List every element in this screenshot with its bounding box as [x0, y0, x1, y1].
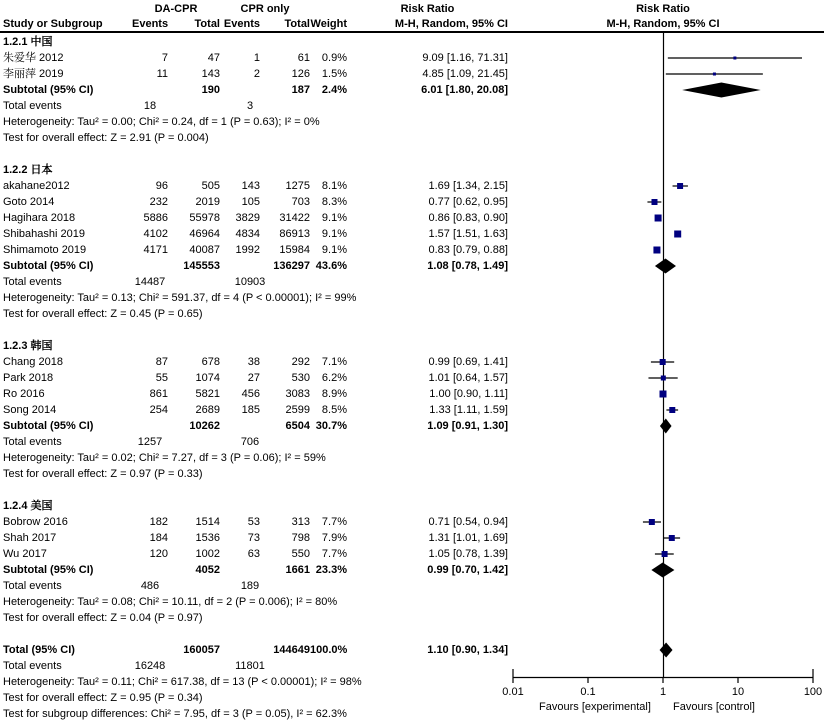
weight-value: 7.7%: [321, 548, 347, 560]
study-label: Total events: [3, 660, 62, 672]
total-cpronly-value: 550: [291, 548, 310, 560]
events-cpronly-value: 189: [240, 580, 260, 592]
ci-value: 0.99 [0.69, 1.41]: [428, 356, 508, 368]
study-label: 李丽萍 2019: [3, 68, 64, 80]
weight-value: 9.1%: [321, 228, 347, 240]
total-dacpr-value: 678: [201, 356, 220, 368]
study-label: Subtotal (95% CI): [3, 260, 94, 272]
column-header-total-dacpr: Total: [194, 18, 220, 30]
weight-value: 1.5%: [321, 68, 347, 80]
effect-square: [713, 73, 716, 76]
weight-value: 7.1%: [321, 356, 347, 368]
note-text: Test for overall effect: Z = 0.45 (P = 0.65): [3, 308, 203, 320]
column-group-dacpr: DA-CPR: [154, 3, 198, 15]
subgroup-label: 1.2.3 韩国: [3, 340, 53, 352]
events-cpronly-value: 73: [247, 532, 260, 544]
study-label: Hagihara 2018: [3, 212, 76, 224]
events-dacpr-value: 96: [155, 180, 168, 192]
events-cpronly-value: 2: [253, 68, 260, 80]
weight-value: 7.9%: [321, 532, 347, 544]
effect-square: [651, 199, 657, 205]
total-dacpr-value: 505: [201, 180, 220, 192]
events-dacpr-value: 254: [149, 404, 168, 416]
weight-value: 6.2%: [321, 372, 347, 384]
events-dacpr-value: 120: [149, 548, 168, 560]
events-dacpr-value: 7: [161, 52, 168, 64]
total-cpronly-value: 31422: [279, 212, 310, 224]
events-dacpr-value: 486: [140, 580, 160, 592]
note-text: Test for overall effect: Z = 0.95 (P = 0.34): [3, 692, 203, 704]
events-dacpr-value: 4102: [143, 228, 168, 240]
weight-value: 9.1%: [321, 244, 347, 256]
events-cpronly-value: 706: [240, 436, 260, 448]
weight-value: 8.1%: [321, 180, 347, 192]
effect-square: [649, 519, 655, 525]
ci-value: 1.01 [0.64, 1.57]: [428, 372, 508, 384]
column-header-ci-graph: M-H, Random, 95% CI: [606, 18, 720, 30]
note-text: Test for subgroup differences: Chi² = 7.95, df = 3 (P = 0.05), I² = 62.3%: [3, 708, 347, 720]
total-dacpr-value: 10262: [189, 420, 220, 432]
effect-square: [655, 215, 662, 222]
weight-value: 2.4%: [321, 84, 347, 96]
subgroup-label: 1.2.1 中国: [3, 36, 53, 48]
subgroup-label: 1.2.2 日本: [3, 164, 53, 176]
weight-value: 9.1%: [321, 212, 347, 224]
column-header-events-dacpr: Events: [132, 18, 169, 30]
total-dacpr-value: 46964: [189, 228, 220, 240]
ci-value: 0.77 [0.62, 0.95]: [428, 196, 508, 208]
note-text: Heterogeneity: Tau² = 0.00; Chi² = 0.24, df = 1 (P = 0.63); I² = 0%: [3, 116, 320, 128]
total-cpronly-value: 61: [297, 52, 310, 64]
axis-tick-label: 1: [659, 686, 667, 698]
study-label: Shah 2017: [3, 532, 57, 544]
effect-square: [653, 247, 660, 254]
risk-ratio-header-text: Risk Ratio: [400, 3, 455, 15]
events-dacpr-value: 55: [155, 372, 168, 384]
total-cpronly-value: 144649: [273, 644, 310, 656]
effect-square: [669, 535, 675, 541]
events-dacpr-value: 11: [156, 68, 168, 80]
study-label: 朱爱华 2012: [3, 52, 64, 64]
column-header-weight: Weight: [310, 18, 347, 30]
events-dacpr-value: 14487: [134, 276, 166, 288]
study-label: Total events: [3, 580, 62, 592]
note-text: Heterogeneity: Tau² = 0.02; Chi² = 7.27, df = 3 (P = 0.06); I² = 59%: [3, 452, 326, 464]
total-cpronly-value: 126: [291, 68, 310, 80]
total-cpronly-value: 1275: [285, 180, 310, 192]
study-label: Total events: [3, 276, 62, 288]
events-dacpr-value: 16248: [134, 660, 166, 672]
ci-value: 6.01 [1.80, 20.08]: [421, 84, 508, 96]
column-group-cpr-only: CPR only: [240, 3, 290, 15]
events-dacpr-value: 18: [143, 100, 157, 112]
total-dacpr-value: 47: [207, 52, 220, 64]
events-cpronly-value: 38: [247, 356, 260, 368]
events-cpronly-value: 456: [241, 388, 260, 400]
events-cpronly-value: 53: [247, 516, 260, 528]
study-label: Shimamoto 2019: [3, 244, 87, 256]
ci-value: 4.85 [1.09, 21.45]: [422, 68, 508, 80]
events-cpronly-value: 4834: [235, 228, 260, 240]
ci-value: 1.33 [1.11, 1.59]: [429, 404, 508, 416]
weight-value: 23.3%: [315, 564, 347, 576]
risk-ratio-header-graph: Risk Ratio: [636, 3, 690, 15]
effect-square: [674, 231, 681, 238]
total-dacpr-value: 1002: [195, 548, 220, 560]
axis-tick-label: 100: [803, 686, 823, 698]
ci-value: 9.09 [1.16, 71.31]: [422, 52, 508, 64]
weight-value: 8.5%: [321, 404, 347, 416]
events-dacpr-value: 182: [149, 516, 168, 528]
axis-tick-label: 0.1: [580, 686, 596, 698]
column-header-total-cpronly: Total: [284, 18, 310, 30]
total-dacpr-value: 145553: [183, 260, 220, 272]
pooled-diamond: [682, 83, 761, 98]
study-label: Chang 2018: [3, 356, 63, 368]
ci-value: 1.69 [1.34, 2.15]: [428, 180, 508, 192]
ci-value: 1.10 [0.90, 1.34]: [427, 644, 508, 656]
effect-square: [660, 391, 667, 398]
events-cpronly-value: 105: [241, 196, 260, 208]
ci-value: 0.86 [0.83, 0.90]: [428, 212, 508, 224]
pooled-diamond: [655, 259, 676, 274]
effect-square: [733, 57, 736, 60]
effect-square: [660, 359, 666, 365]
study-label: Goto 2014: [3, 196, 55, 208]
study-label: Park 2018: [3, 372, 54, 384]
ci-value: 1.57 [1.51, 1.63]: [428, 228, 508, 240]
pooled-diamond: [660, 643, 673, 658]
events-cpronly-value: 63: [247, 548, 260, 560]
study-label: Total (95% CI): [3, 644, 75, 656]
total-cpronly-value: 703: [291, 196, 310, 208]
total-dacpr-value: 1536: [195, 532, 220, 544]
events-cpronly-value: 1: [253, 52, 260, 64]
total-cpronly-value: 136297: [273, 260, 310, 272]
study-label: Bobrow 2016: [3, 516, 68, 528]
study-label: Subtotal (95% CI): [3, 564, 94, 576]
ci-value: 0.71 [0.54, 0.94]: [428, 516, 508, 528]
total-dacpr-value: 2019: [195, 196, 220, 208]
weight-value: 30.7%: [315, 420, 347, 432]
total-cpronly-value: 86913: [279, 228, 310, 240]
total-dacpr-value: 143: [201, 68, 220, 80]
total-cpronly-value: 1661: [285, 564, 310, 576]
total-dacpr-value: 1074: [195, 372, 220, 384]
events-cpronly-value: 10903: [234, 276, 266, 288]
total-cpronly-value: 2599: [285, 404, 310, 416]
total-cpronly-value: 798: [291, 532, 310, 544]
study-label: Subtotal (95% CI): [3, 420, 94, 432]
events-dacpr-value: 4171: [143, 244, 168, 256]
ci-value: 1.08 [0.78, 1.49]: [427, 260, 508, 272]
effect-square: [677, 183, 683, 189]
total-cpronly-value: 292: [291, 356, 310, 368]
study-label: Total events: [3, 436, 62, 448]
note-text: Heterogeneity: Tau² = 0.11; Chi² = 617.38, df = 13 (P < 0.00001); I² = 98%: [3, 676, 362, 688]
note-text: Test for overall effect: Z = 2.91 (P = 0.004): [3, 132, 209, 144]
total-dacpr-value: 190: [201, 84, 220, 96]
total-cpronly-value: 187: [291, 84, 310, 96]
events-dacpr-value: 87: [155, 356, 168, 368]
study-label: Total events: [3, 100, 62, 112]
effect-square: [669, 407, 675, 413]
note-text: Heterogeneity: Tau² = 0.13; Chi² = 591.37, df = 4 (P < 0.00001); I² = 99%: [3, 292, 357, 304]
note-text: Test for overall effect: Z = 0.97 (P = 0.33): [3, 468, 203, 480]
total-dacpr-value: 1514: [195, 516, 220, 528]
events-cpronly-value: 1992: [235, 244, 260, 256]
effect-square: [662, 551, 668, 557]
weight-value: 8.3%: [321, 196, 347, 208]
pooled-diamond: [651, 563, 674, 578]
note-text: Heterogeneity: Tau² = 0.08; Chi² = 10.11, df = 2 (P = 0.006); I² = 80%: [3, 596, 338, 608]
total-cpronly-value: 3083: [285, 388, 310, 400]
total-dacpr-value: 2689: [195, 404, 220, 416]
favours-experimental-label: Favours [experimental]: [539, 701, 651, 713]
events-dacpr-value: 5886: [143, 212, 168, 224]
total-dacpr-value: 160057: [183, 644, 220, 656]
ci-value: 1.09 [0.91, 1.30]: [427, 420, 508, 432]
events-cpronly-value: 185: [241, 404, 260, 416]
weight-value: 7.7%: [321, 516, 347, 528]
total-dacpr-value: 40087: [189, 244, 220, 256]
subgroup-label: 1.2.4 美国: [3, 500, 53, 512]
weight-value: 8.9%: [321, 388, 347, 400]
ci-value: 1.00 [0.90, 1.11]: [429, 388, 508, 400]
study-label: Ro 2016: [3, 388, 45, 400]
study-label: Shibahashi 2019: [3, 228, 85, 240]
events-cpronly-value: 3829: [235, 212, 260, 224]
ci-value: 1.05 [0.78, 1.39]: [428, 548, 508, 560]
effect-square: [661, 376, 666, 381]
total-dacpr-value: 55978: [189, 212, 220, 224]
study-label: Wu 2017: [3, 548, 47, 560]
ci-value: 1.31 [1.01, 1.69]: [428, 532, 508, 544]
events-cpronly-value: 143: [241, 180, 260, 192]
total-cpronly-value: 15984: [279, 244, 310, 256]
events-dacpr-value: 861: [149, 388, 168, 400]
events-dacpr-value: 184: [149, 532, 168, 544]
ci-value: 0.99 [0.70, 1.42]: [427, 564, 508, 576]
total-dacpr-value: 5821: [195, 388, 220, 400]
study-label: akahane2012: [3, 180, 70, 192]
events-cpronly-value: 11801: [235, 660, 265, 672]
events-dacpr-value: 232: [149, 196, 168, 208]
study-label: Subtotal (95% CI): [3, 84, 94, 96]
events-cpronly-value: 27: [247, 372, 260, 384]
note-text: Test for overall effect: Z = 0.04 (P = 0.97): [3, 612, 203, 624]
total-cpronly-value: 530: [291, 372, 310, 384]
column-header-events-cpronly: Events: [223, 18, 260, 30]
total-dacpr-value: 4052: [195, 564, 220, 576]
column-header-ci-text: M-H, Random, 95% CI: [394, 18, 508, 30]
total-cpronly-value: 313: [291, 516, 310, 528]
favours-control-label: Favours [control]: [673, 701, 755, 713]
study-label: Song 2014: [3, 404, 57, 416]
axis-tick-label: 0.01: [502, 686, 524, 698]
ci-value: 0.83 [0.79, 0.88]: [428, 244, 508, 256]
pooled-diamond: [660, 419, 672, 434]
weight-value: 100.0%: [310, 644, 348, 656]
axis-tick-label: 10: [731, 686, 745, 698]
events-cpronly-value: 3: [246, 100, 254, 112]
column-header-study: Study or Subgroup: [3, 18, 103, 30]
total-cpronly-value: 6504: [285, 420, 310, 432]
weight-value: 0.9%: [321, 52, 347, 64]
events-dacpr-value: 1257: [137, 436, 163, 448]
weight-value: 43.6%: [315, 260, 347, 272]
